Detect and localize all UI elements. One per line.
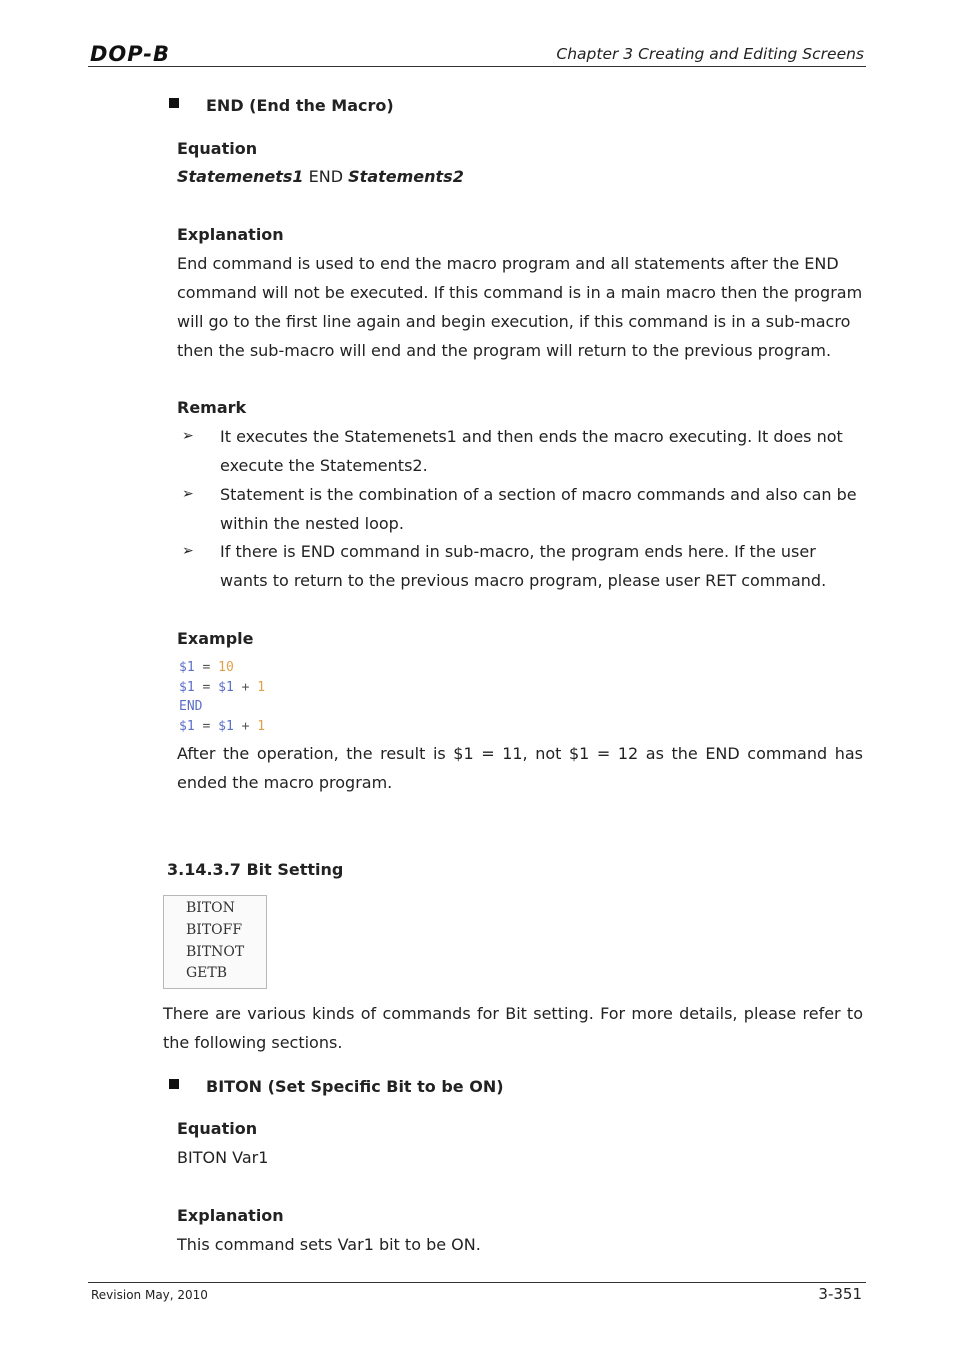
- remark-line: Statement is the combination of a section of macro commands and also can be: [220, 485, 857, 504]
- explanation-label: Explanation: [177, 225, 284, 244]
- explanation-paragraph: [177, 249, 867, 365]
- remark-line: execute the Statements2.: [220, 456, 428, 475]
- code-token: $1: [218, 718, 234, 734]
- code-token: 1: [257, 679, 266, 695]
- code-token: $1: [179, 660, 195, 675]
- intro-line: There are various kinds of commands for Bit setting. For more details, please refer to: [163, 1004, 863, 1023]
- page-number: 3-351: [818, 1285, 862, 1303]
- equation-label: Equation: [177, 139, 258, 158]
- remark-line: It executes the Statemenets1 and then ends the macro executing. It does not: [220, 427, 843, 446]
- arrow-bullet-icon: ➢: [182, 486, 194, 502]
- code-token: +: [241, 718, 250, 734]
- result-line: ended the macro program.: [177, 773, 393, 792]
- explanation-line: then the sub-macro will end and the program will return to the previous program.: [177, 341, 832, 360]
- footer-divider: [88, 1282, 866, 1283]
- section-title-end: END (End the Macro): [206, 96, 394, 115]
- code-line: [179, 658, 265, 678]
- intro-line: the following sections.: [163, 1033, 343, 1052]
- explanation-line: command will not be executed. If this command is in a main macro then the program: [177, 283, 863, 302]
- remark-line: within the nested loop.: [220, 514, 404, 533]
- code-token: $1: [218, 679, 234, 695]
- equation-statements1: Statemenets1: [177, 167, 304, 186]
- code-token: 10: [218, 660, 234, 675]
- code-token: 1: [257, 718, 266, 734]
- code-token: $1: [179, 679, 195, 695]
- code-token: =: [202, 718, 211, 734]
- bit-command-item[interactable]: BITON: [186, 900, 235, 916]
- code-token: =: [202, 660, 211, 675]
- example-label: Example: [177, 629, 254, 648]
- section-heading-bit-setting: 3.14.3.7 Bit Setting: [167, 860, 344, 879]
- remark-item: [220, 422, 843, 480]
- remark-label: Remark: [177, 398, 247, 417]
- explanation-line: End command is used to end the macro program and all statements after the END: [177, 254, 839, 273]
- remark-item: [220, 537, 826, 595]
- code-token: END: [179, 699, 203, 714]
- header-divider: [88, 66, 866, 67]
- bit-command-item[interactable]: BITOFF: [186, 922, 243, 938]
- chapter-title: Chapter 3 Creating and Editing Screens: [556, 45, 864, 63]
- explanation-label: Explanation: [177, 1206, 284, 1225]
- biton-explanation: This command sets Var1 bit to be ON.: [177, 1235, 481, 1254]
- example-code-block: [179, 658, 265, 736]
- arrow-bullet-icon: ➢: [182, 428, 194, 444]
- square-bullet-icon: [169, 98, 179, 108]
- bit-command-list: [163, 895, 267, 989]
- remark-line: wants to return to the previous macro program, please user RET command.: [220, 571, 827, 590]
- equation-label: Equation: [177, 1119, 258, 1138]
- arrow-bullet-icon: ➢: [182, 543, 194, 559]
- remark-line: If there is END command in sub-macro, the program ends here. If the user: [220, 542, 816, 561]
- code-token: =: [202, 679, 211, 695]
- doc-logo: DOP-B: [90, 42, 171, 66]
- code-line: [179, 717, 265, 737]
- bit-command-item[interactable]: BITNOT: [186, 944, 245, 960]
- code-token: +: [241, 679, 250, 695]
- code-token: $1: [179, 718, 195, 734]
- code-line: [179, 697, 265, 717]
- equation-end-keyword: END: [308, 167, 344, 186]
- result-line: After the operation, the result is $1 = 11, not $1 = 12 as the END command has: [177, 744, 863, 763]
- code-line: [179, 678, 265, 698]
- remark-item: [220, 480, 857, 538]
- section-title-biton: BITON (Set Specific Bit to be ON): [206, 1077, 504, 1096]
- bit-intro-paragraph: [163, 999, 863, 1057]
- explanation-line: will go to the first line again and begin execution, if this command is in a sub-macro: [177, 312, 851, 331]
- equation-text: [177, 162, 464, 191]
- bit-command-item[interactable]: GETB: [186, 965, 228, 981]
- example-result-paragraph: [177, 739, 863, 797]
- square-bullet-icon: [169, 1079, 179, 1089]
- revision-date: Revision May, 2010: [91, 1288, 208, 1302]
- equation-statements2: Statements2: [348, 167, 464, 186]
- biton-equation: BITON Var1: [177, 1148, 269, 1167]
